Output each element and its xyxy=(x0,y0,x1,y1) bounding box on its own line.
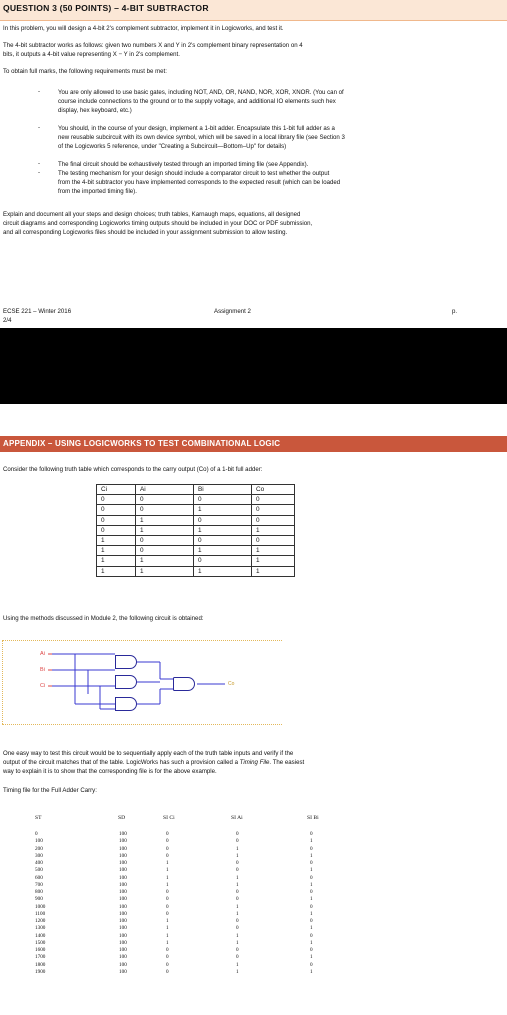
timing-cell-ai: 1 xyxy=(236,910,239,917)
timing-cell-ai: 0 xyxy=(236,831,239,837)
truth-table-cell: 1 xyxy=(136,515,194,525)
timing-cell-sd: 100 xyxy=(119,925,127,932)
appendix-title: APPENDIX – USING LOGICWORKS TO TEST COMBINATIONAL LOGIC xyxy=(3,439,281,448)
timing-cell-sd: 100 xyxy=(119,968,127,975)
truth-table-cell: 1 xyxy=(136,566,194,576)
truth-table-row xyxy=(97,515,295,525)
truth-table-row xyxy=(97,546,295,556)
truth-table-cell: 0 xyxy=(97,525,136,535)
bullet-dash: - xyxy=(38,160,41,167)
truth-table-cell: 1 xyxy=(194,546,252,556)
works-line-1: The 4-bit subtractor works as follows: given two numbers X and Y in 2's complement binary representation on 4 xyxy=(3,42,303,49)
timing-cell-bi: 1 xyxy=(310,881,313,888)
timing-cell-st: 300 xyxy=(35,852,43,859)
timing-cell-ci: 1 xyxy=(166,867,169,874)
truth-table-cell: 0 xyxy=(97,505,136,515)
timing-cell-st: 1600 xyxy=(35,947,46,953)
page-separator xyxy=(0,328,507,404)
truth-table-row xyxy=(97,566,295,576)
timing-cell-ai: 0 xyxy=(236,896,239,903)
timing-cell-sd: 100 xyxy=(119,939,127,946)
timing-cell-sd: 100 xyxy=(119,874,127,881)
timing-cell-bi: 0 xyxy=(310,961,313,968)
truth-table-cell: 1 xyxy=(97,546,136,556)
timing-cell-st: 400 xyxy=(35,860,43,866)
truth-table-cell: 0 xyxy=(252,505,295,515)
timing-cell-ai: 0 xyxy=(236,954,239,961)
timing-cell-ci: 0 xyxy=(166,838,169,845)
requirement-line: new reusable subcircuit with its own device symbol, which will be saved in a local library file (see Section 3 xyxy=(58,134,345,141)
truth-table-cell: 0 xyxy=(136,505,194,515)
explain-line-2: circuit diagrams and corresponding Logicworks timing outputs should be included in your DOC or PDF submission, xyxy=(3,220,313,227)
timing-cell-ci: 0 xyxy=(166,968,169,975)
using-text: Using the methods discussed in Module 2, the following circuit is obtained: xyxy=(3,615,204,622)
timing-cell-ci: 0 xyxy=(166,954,169,961)
timing-cell-st: 900 xyxy=(35,896,43,903)
footer-course: ECSE 221 – Winter 2016 xyxy=(3,308,72,315)
timing-cell-ai: 0 xyxy=(236,838,239,845)
timing-cell-st: 0 xyxy=(35,831,38,837)
requirements-intro: To obtain full marks, the following requirements must be met: xyxy=(3,68,167,75)
timing-cell-ai: 0 xyxy=(236,867,239,874)
truth-table-cell: 1 xyxy=(97,535,136,545)
requirement-line: from the imported timing file). xyxy=(58,188,137,195)
truth-table-cell: 0 xyxy=(97,515,136,525)
truth-table-cell: 1 xyxy=(194,566,252,576)
timing-cell-ci: 0 xyxy=(166,889,169,895)
timing-cell-ai: 1 xyxy=(236,961,239,968)
truth-table-cell: 1 xyxy=(252,525,295,535)
explain-line-1: Explain and document all your steps and design choices; truth tables, Karnaugh maps, equations, all designed xyxy=(3,211,301,218)
timing-cell-bi: 0 xyxy=(310,889,313,895)
timing-cell-bi: 1 xyxy=(310,968,313,975)
and-gate-1 xyxy=(115,655,137,669)
truth-table-cell: 0 xyxy=(194,495,252,505)
timing-cell-ci: 0 xyxy=(166,903,169,910)
input-ci-label: Ci xyxy=(40,683,46,689)
timing-cell-bi: 1 xyxy=(310,925,313,932)
timing-cell-ci: 0 xyxy=(166,845,169,852)
truth-table-cell: 0 xyxy=(136,535,194,545)
output-co-label: Co xyxy=(228,681,235,687)
circuit-diagram xyxy=(0,634,290,734)
truth-table-row xyxy=(97,495,295,505)
timing-cell-st: 1900 xyxy=(35,968,46,975)
timing-cell-ci: 1 xyxy=(166,860,169,866)
timing-cell-ai: 1 xyxy=(236,881,239,888)
bullet-dash: - xyxy=(38,169,41,176)
timing-cell-bi: 1 xyxy=(310,939,313,946)
truth-table-row xyxy=(97,535,295,545)
timing-cell-sd: 100 xyxy=(119,896,127,903)
requirement-line: display, hex keyboard, etc.) xyxy=(58,107,132,114)
timing-cell-sd: 100 xyxy=(119,889,127,895)
timing-cell-bi: 0 xyxy=(310,845,313,852)
input-bi-label: Bi xyxy=(40,667,45,673)
consider-text: Consider the following truth table which corresponds to the carry output (Co) of a 1-bit full adder: xyxy=(3,466,263,473)
easy-line-2: output of the circuit matches that of the table. LogicWorks has such a provision called a Timing File. The easiest xyxy=(3,759,305,766)
timing-cell-ci: 0 xyxy=(166,852,169,859)
timing-cell-ai: 1 xyxy=(236,845,239,852)
timing-cell-bi: 1 xyxy=(310,910,313,917)
truth-table-cell: 0 xyxy=(194,515,252,525)
truth-table-cell: 1 xyxy=(97,566,136,576)
truth-table-cell: 0 xyxy=(194,535,252,545)
timing-cell-sd: 100 xyxy=(119,860,127,866)
timing-cell-st: 1300 xyxy=(35,925,46,932)
timing-cell-st: 200 xyxy=(35,845,43,852)
requirement-line: You should, in the course of your design, implement a 1-bit adder. Encapsulate this 1-bit full adder as a xyxy=(58,125,335,132)
timing-cell-sd: 100 xyxy=(119,903,127,910)
header-cell: Ai xyxy=(136,485,194,495)
timing-cell-ai: 0 xyxy=(236,925,239,932)
truth-table xyxy=(96,484,295,577)
timing-cell-st: 1500 xyxy=(35,939,46,946)
timing-cell-ci: 0 xyxy=(166,910,169,917)
timing-cell-st: 700 xyxy=(35,881,43,888)
truth-table-cell: 0 xyxy=(194,556,252,566)
works-line-2: bits, it outputs a 4-bit value representing X − Y in 2's complement. xyxy=(3,51,180,58)
truth-table-cell: 0 xyxy=(252,515,295,525)
timing-cell-sd: 100 xyxy=(119,910,127,917)
header-cell: Bi xyxy=(194,485,252,495)
timing-cell-bi: 0 xyxy=(310,831,313,837)
timing-col-st: ST xyxy=(35,815,42,821)
truth-table-cell: 1 xyxy=(252,556,295,566)
timing-cell-bi: 0 xyxy=(310,932,313,939)
timing-cell-st: 1400 xyxy=(35,932,46,939)
header-cell: Co xyxy=(252,485,295,495)
timing-cell-sd: 100 xyxy=(119,881,127,888)
requirement-line: course include connections to the ground or to the supply voltage, and additional IO elements such hex xyxy=(58,98,336,105)
timing-cell-st: 600 xyxy=(35,874,43,881)
timing-col-bi: SI Bi xyxy=(307,815,319,821)
truth-table-cell: 1 xyxy=(194,505,252,515)
timing-cell-sd: 100 xyxy=(119,838,127,845)
timing-cell-st: 1000 xyxy=(35,903,46,910)
timing-cell-ai: 1 xyxy=(236,939,239,946)
timing-cell-st: 100 xyxy=(35,838,43,845)
truth-table-cell: 1 xyxy=(97,556,136,566)
input-ai-label: Ai xyxy=(40,651,45,657)
footer-assignment: Assignment 2 xyxy=(214,308,251,315)
timing-cell-sd: 100 xyxy=(119,867,127,874)
timing-cell-ci: 1 xyxy=(166,881,169,888)
timing-cell-ai: 0 xyxy=(236,918,239,924)
timing-cell-st: 500 xyxy=(35,867,43,874)
timing-col-sd: SD xyxy=(118,815,126,821)
truth-table-cell: 0 xyxy=(136,546,194,556)
timing-cell-ai: 1 xyxy=(236,874,239,881)
requirement-line: of the Logicworks 5 reference, under "Creating a Subcircuit—Bottom–Up" for details) xyxy=(58,143,287,150)
truth-table-cell: 1 xyxy=(252,546,295,556)
intro-text: In this problem, you will design a 4-bit 2's complement subtractor, implement it in Logicworks, and test it. xyxy=(3,25,284,32)
timing-cell-ci: 0 xyxy=(166,947,169,953)
timing-cell-ai: 1 xyxy=(236,968,239,975)
truth-table-cell: 0 xyxy=(97,495,136,505)
truth-table-row xyxy=(97,505,295,515)
timing-cell-ci: 1 xyxy=(166,874,169,881)
truth-table-cell: 1 xyxy=(252,566,295,576)
timing-cell-bi: 1 xyxy=(310,867,313,874)
timing-col-ai: SI Ai xyxy=(231,815,243,821)
and-gate-2 xyxy=(115,675,137,689)
timing-cell-ai: 0 xyxy=(236,860,239,866)
timing-cell-st: 800 xyxy=(35,889,43,895)
and-gate-3 xyxy=(115,697,137,711)
timing-cell-st: 1700 xyxy=(35,954,46,961)
truth-table-cell: 0 xyxy=(252,535,295,545)
timing-cell-ci: 0 xyxy=(166,961,169,968)
timing-cell-bi: 1 xyxy=(310,852,313,859)
timing-cell-sd: 100 xyxy=(119,932,127,939)
timing-cell-st: 1100 xyxy=(35,910,46,917)
truth-table-row xyxy=(97,556,295,566)
appendix-header xyxy=(0,436,507,452)
bullet-dash: - xyxy=(38,88,41,95)
timing-cell-bi: 1 xyxy=(310,896,313,903)
truth-table-cell: 0 xyxy=(252,495,295,505)
truth-table-header xyxy=(97,485,295,495)
requirement-line: You are only allowed to use basic gates, including NOT, AND, OR, NAND, NOR, XOR, XNOR. (You can of xyxy=(58,89,344,96)
timing-cell-ai: 1 xyxy=(236,932,239,939)
timing-cell-ai: 0 xyxy=(236,947,239,953)
timing-cell-ci: 0 xyxy=(166,896,169,903)
timing-cell-bi: 0 xyxy=(310,860,313,866)
timing-cell-sd: 100 xyxy=(119,947,127,953)
truth-table-cell: 0 xyxy=(136,495,194,505)
timing-cell-sd: 100 xyxy=(119,918,127,924)
truth-table-cell: 1 xyxy=(136,556,194,566)
footer-page-label: p. xyxy=(452,308,458,315)
requirement-line: The final circuit should be exhaustively tested through an imported timing file (see Appendix). xyxy=(58,161,309,168)
timing-cell-ai: 1 xyxy=(236,903,239,910)
timing-cell-st: 1200 xyxy=(35,918,46,924)
timing-cell-sd: 100 xyxy=(119,954,127,961)
easy-line-3: way to explain it is to show that the corresponding file is for the above example. xyxy=(3,768,217,775)
timing-cell-ci: 1 xyxy=(166,932,169,939)
timing-cell-bi: 1 xyxy=(310,838,313,845)
timing-file-label: Timing file for the Full Adder Carry: xyxy=(3,787,97,794)
timing-cell-sd: 100 xyxy=(119,845,127,852)
timing-col-ci: SI Ci xyxy=(163,815,175,821)
easy-line-1: One easy way to test this circuit would be to sequentially apply each of the truth table inputs and verify if the xyxy=(3,750,294,757)
timing-cell-bi: 0 xyxy=(310,874,313,881)
timing-cell-sd: 100 xyxy=(119,831,127,837)
timing-cell-st: 1800 xyxy=(35,961,46,968)
timing-cell-sd: 100 xyxy=(119,852,127,859)
question-header xyxy=(0,0,507,21)
timing-cell-ci: 1 xyxy=(166,925,169,932)
timing-cell-ai: 1 xyxy=(236,852,239,859)
requirement-line: from the 4-bit subtractor you have implemented corresponds to the expected result (which can be loaded xyxy=(58,179,341,186)
circuit-wires xyxy=(0,634,290,734)
bullet-dash: - xyxy=(38,124,41,131)
timing-cell-sd: 100 xyxy=(119,961,127,968)
explain-line-3: and all corresponding Logicworks files should be included in your assignment submission to allow testing. xyxy=(3,229,288,236)
truth-table-cell: 1 xyxy=(136,525,194,535)
timing-cell-bi: 1 xyxy=(310,954,313,961)
timing-cell-ci: 1 xyxy=(166,939,169,946)
truth-table-cell: 1 xyxy=(194,525,252,535)
header-cell: Ci xyxy=(97,485,136,495)
timing-cell-bi: 0 xyxy=(310,918,313,924)
question-title: QUESTION 3 (50 POINTS) – 4-BIT SUBTRACTOR xyxy=(3,3,209,13)
timing-cell-bi: 0 xyxy=(310,947,313,953)
timing-cell-ci: 0 xyxy=(166,831,169,837)
or-gate xyxy=(173,677,195,691)
timing-cell-ci: 1 xyxy=(166,918,169,924)
footer-page-number: 2/4 xyxy=(3,317,12,324)
timing-cell-bi: 0 xyxy=(310,903,313,910)
truth-table-row xyxy=(97,525,295,535)
timing-cell-ai: 0 xyxy=(236,889,239,895)
requirement-line: The testing mechanism for your design should include a comparator circuit to test whether the output xyxy=(58,170,330,177)
